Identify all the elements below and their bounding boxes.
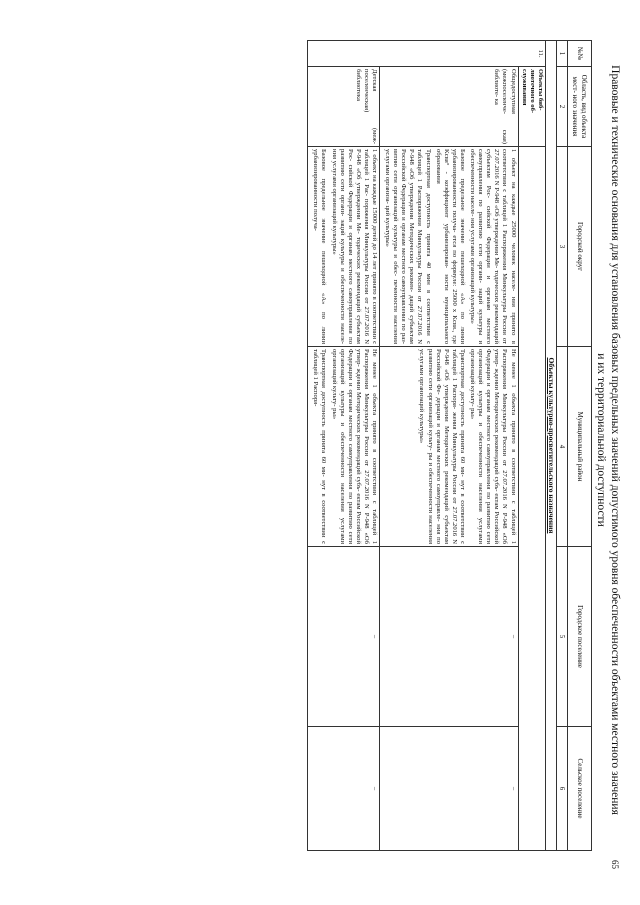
cell-municipal-district	[380, 347, 519, 547]
cell-rural-settlement: –	[308, 727, 380, 851]
cell-urban-settlement: –	[308, 547, 380, 727]
cell-paragraph: Не менее 1 объекта принято в соответствии с таблицей 1 Распоряжения Минкультуры России от 27.07.2016 N Р-948 «Об утвер- ждении Методических рекомендаций субъ- ектам Российской Федерации и органам местного самоуправления по развитию сети организаций культуры и обеспеченности населения услугами организаций культу- ры»	[469, 349, 517, 544]
header-col-num: №№	[568, 41, 592, 67]
cell-city-district	[308, 147, 380, 347]
table-row	[308, 41, 380, 851]
section-title: Объекты культурно-просветительского назначения	[545, 41, 556, 851]
header-col-city-district: Городской округ	[568, 147, 592, 347]
cell-paragraph: Транспортная доступность принята 60 ми- нут в соответствии с таблицей 1 Распоря-	[312, 349, 328, 544]
header-number: 3	[556, 147, 567, 347]
cell-municipal-district	[308, 347, 380, 547]
cell-paragraph: Не менее 1 объекта принято в соответствии с таблицей 1 Распоряжения Минкультуры России от 27.07.2016 N Р-948 «Об утвер- ждении Методических рекомендаций субъ- ектам Российской Федерации и органам местного самоуправления по развитию сети организаций культуры и обеспеченности населения услугами организаций культу- ры»	[330, 349, 379, 544]
header-number: 4	[556, 347, 567, 547]
cell-paragraph: 1 объект на каждые 15000 детей до 14 лет принято в соответствии с таблицей 1 Рас- поряжения Минкультуры России от 27.07.2016 N Р-948 «Об утверждении Ме- тодических рекомендаций субъектам Рос- сийской Федерации и органам местного самоуправления по развитию сети органи- заций культуры и обеспеченности населе- ния услугами организаций культуры»	[330, 149, 379, 344]
cell-city-district	[380, 147, 519, 347]
cell-paragraph: 1 объект на каждые 25000 человек населе- ния принято в соответствии с таблицей 1 Распоряжения Минкультуры России от 27.07.2016 N Р-948 «Об утверждении Ме- тодических рекомендаций субъектам Рос- сийской Федерации и органам местного самоуправления по развитию сети органи- заций культуры и обеспеченности населе- ния услугами организаций культуры»	[469, 149, 517, 344]
header-row	[568, 41, 592, 851]
object-name: Детская (меж- поселенческая) библиотека	[308, 67, 380, 147]
cell-paragraph: Базовое предельное значение пешеходной «А» по линии урбанизированности получа-	[312, 149, 328, 344]
row-number: 11.	[308, 41, 546, 67]
table-row	[380, 41, 519, 851]
page-number: 65	[610, 860, 620, 869]
standards-table	[307, 40, 592, 851]
title-line-1: Правовые и технические основания для установления базовых предельных значений допустимого уровня обеспеченности объектами местного значения	[609, 65, 621, 815]
page-title	[594, 40, 622, 840]
section-row	[545, 41, 556, 851]
header-col-object: Область, вид объекта мест- ного значения	[568, 67, 592, 147]
cell-paragraph: Транспортная доступность принята 40 мин в соответствии с таблицей 1 Распоряжения Минкультуры России от 27.07.2016 N Р-948 «Об утверждении Методических рекомен- даций субъектам Российской Федерации и органам местного самоуправления по раз- витию сети организаций культуры и обес- печенности населения услугами организа- ций культуры»	[384, 149, 432, 344]
title-line-2: и их территориальной доступности	[595, 353, 607, 527]
table-row	[518, 41, 545, 851]
header-number: 5	[556, 547, 567, 727]
header-number: 6	[556, 727, 567, 851]
cell-paragraph: Базовое предельное значение пешеходной «А» по линии урбанизированности получа- ется по формуле: 25000 х Kсвя., где Kсвя° - коэффициент урбанизирован- ности муниципального образования	[434, 149, 466, 344]
cell-paragraph: Транспортная доступность принята 60 ми- нут в соответствии с таблицей 1 Распоря- жения Минкультуры России от 27.07.2016 N Р-948 «Об утверждении Методических рекомендаций субъектам Российской Фе- дерации и органам местного самоуправле- ния по развитию сети организаций культу- ры и обеспеченности населения услугами организаций культуры»	[418, 349, 466, 544]
header-col-municipal-district: Муниципальный район	[568, 347, 592, 547]
header-number: 2	[556, 67, 567, 147]
cell-rural-settlement: –	[380, 727, 519, 851]
header-numbers-row	[556, 41, 567, 851]
header-col-rural-settlement: Сельское поселение	[568, 727, 592, 851]
header-number: 1	[556, 41, 567, 67]
cell-urban-settlement: –	[380, 547, 519, 727]
header-col-urban-settlement: Городское поселение	[568, 547, 592, 727]
object-group-title: Объекты биб- лиотечного об- служивания	[518, 67, 545, 147]
group-spacer	[518, 147, 545, 851]
object-name: Общедоступная (межпоселенче- ская) библиоте- ка	[380, 67, 519, 147]
